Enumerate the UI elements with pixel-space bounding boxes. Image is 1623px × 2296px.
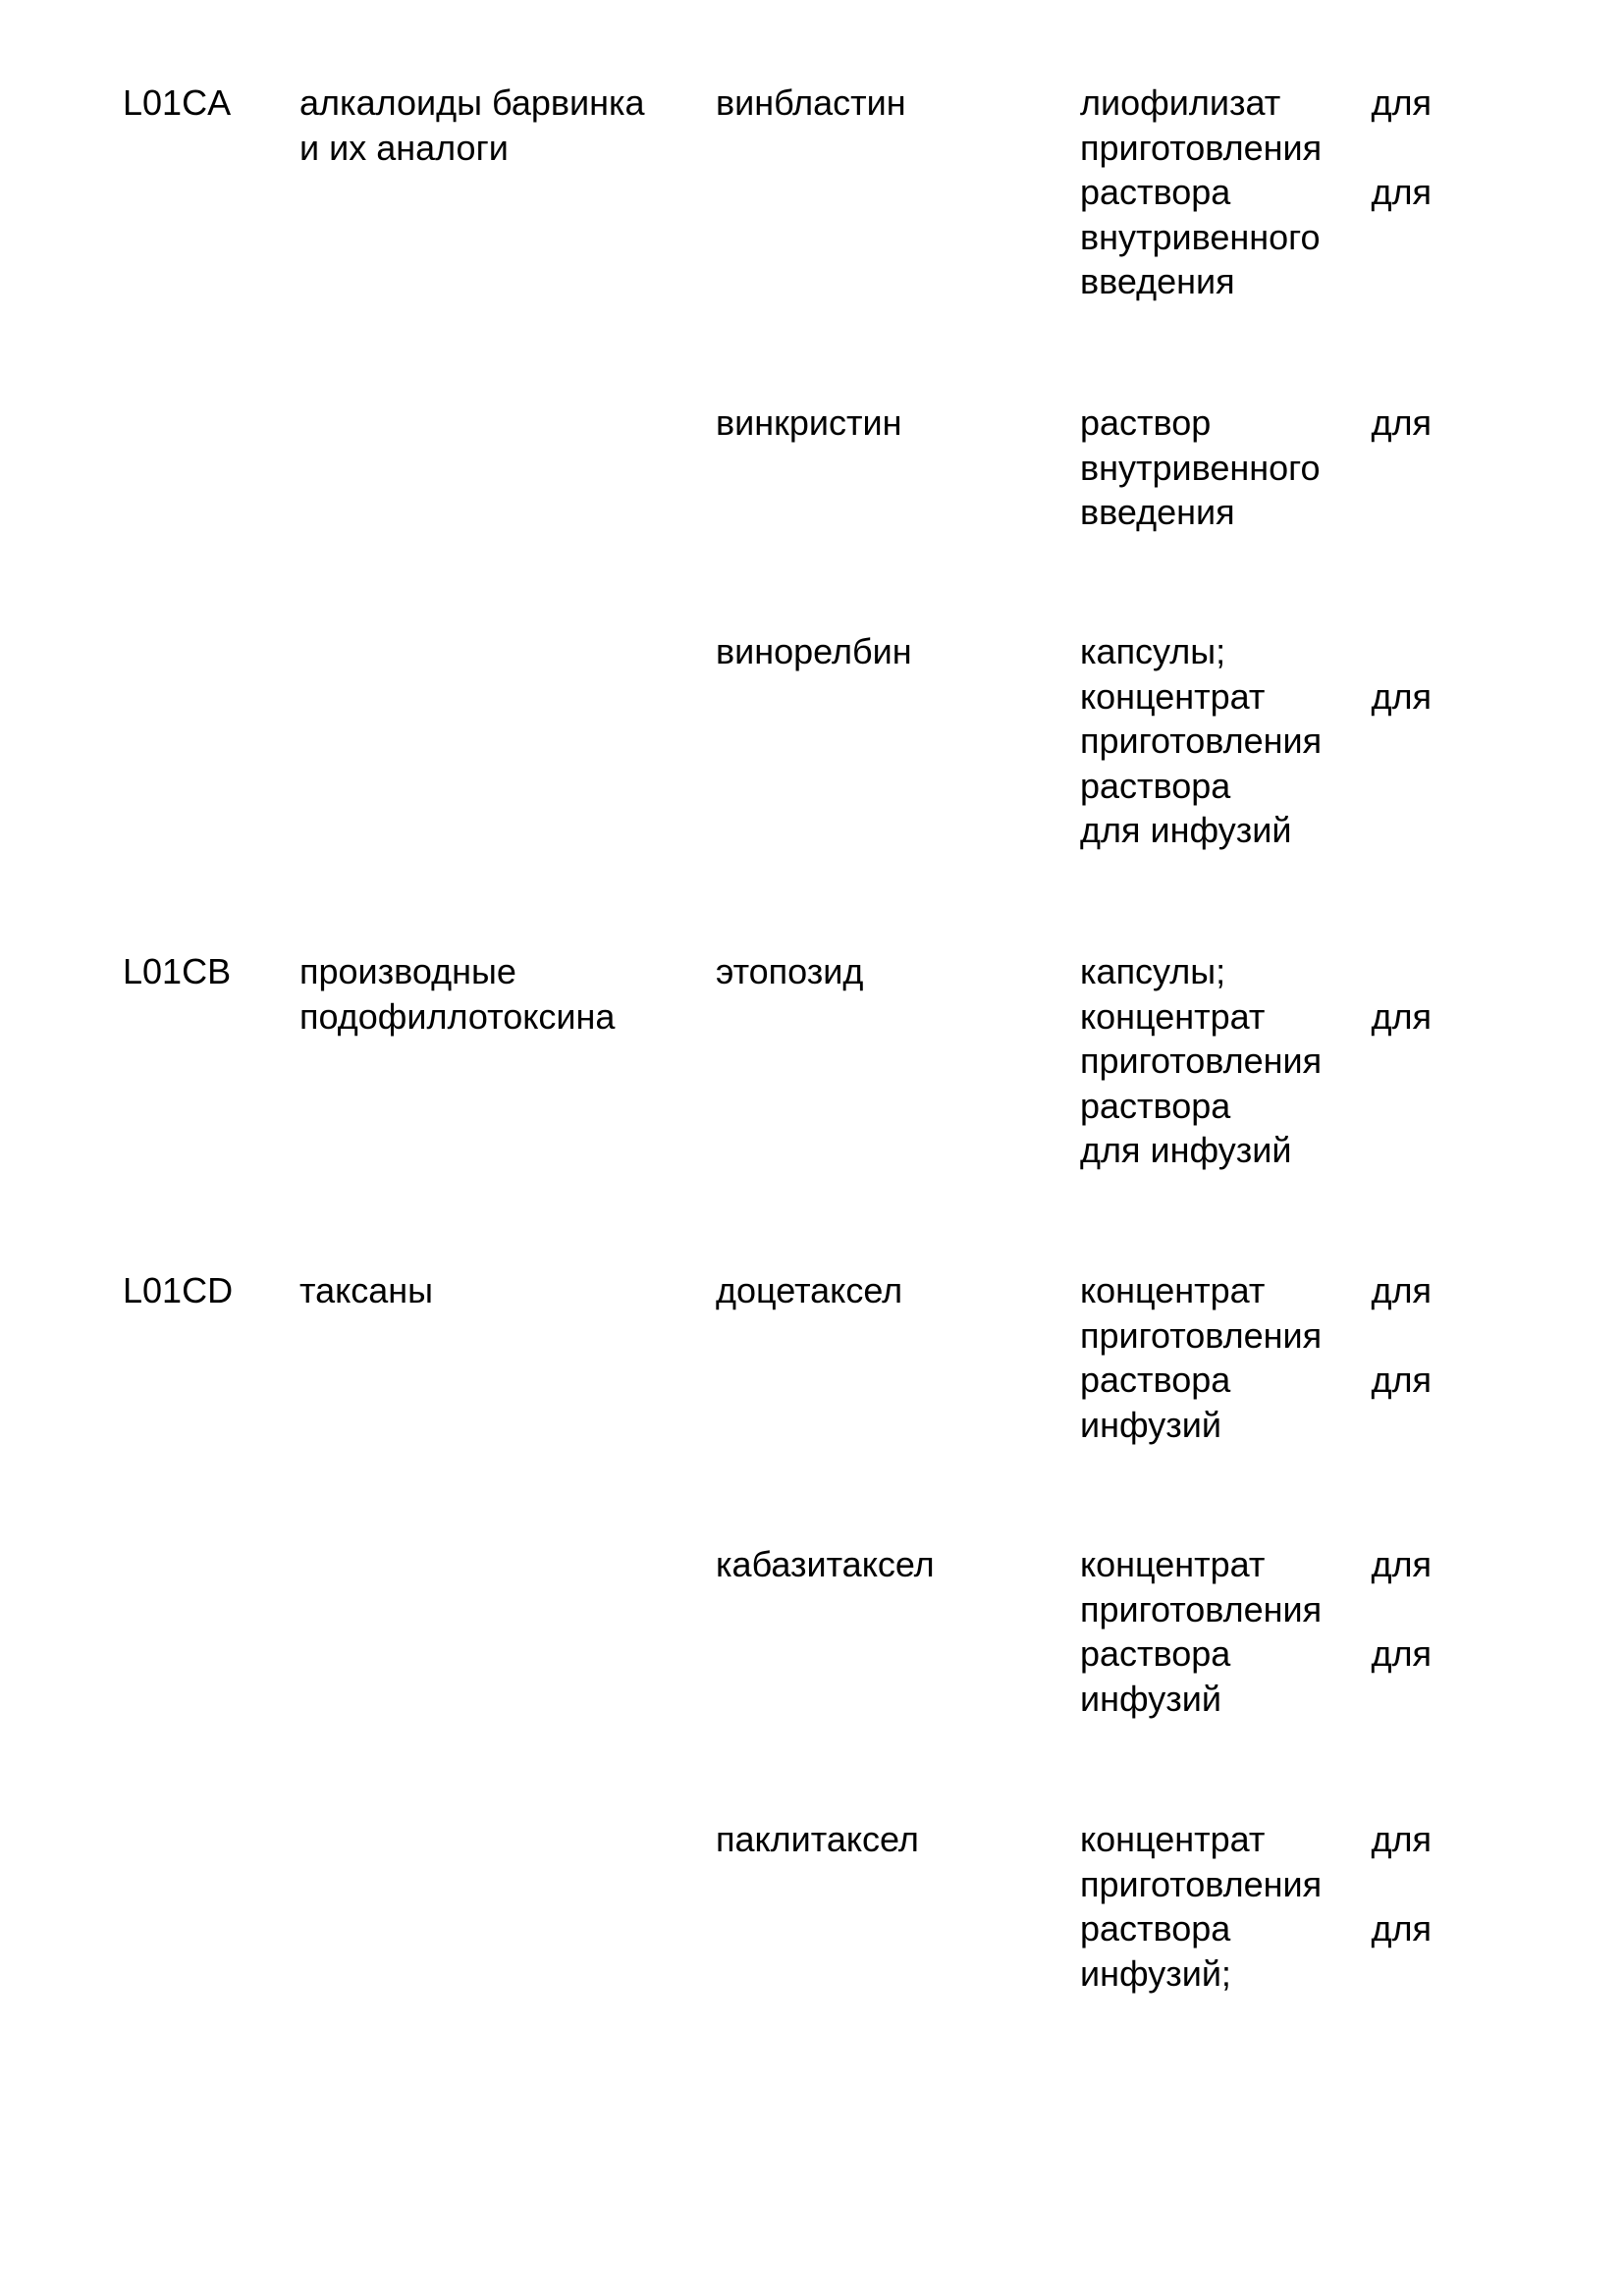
dosage-form-word: для	[1371, 1908, 1432, 1949]
drug-name: винбластин	[716, 82, 906, 123]
dosage-form-line: инфузий	[1080, 1678, 1221, 1719]
dosage-form-word: для	[1371, 1360, 1432, 1400]
drug-name: кабазитаксел	[716, 1544, 935, 1584]
dosage-form-line: концентрат	[1080, 675, 1266, 717]
dosage-form-word: для	[1371, 172, 1432, 212]
dosage-form	[1080, 80, 1432, 304]
dosage-form-line: для инфузий	[1080, 1130, 1292, 1170]
dosage-form-line: внутривенного	[1080, 216, 1321, 257]
atc-group-word: производные	[299, 951, 516, 991]
dosage-form-line: раствора	[1080, 1085, 1231, 1126]
dosage-form-word: для	[1371, 675, 1432, 717]
dosage-form	[1080, 1542, 1432, 1721]
dosage-form-line: приготовления	[1080, 127, 1323, 168]
dosage-form-word: для	[1371, 995, 1432, 1037]
dosage-form-line: приготовления	[1080, 721, 1323, 761]
atc-group-line: подофиллотоксина	[299, 995, 616, 1037]
dosage-form-line: приготовления	[1080, 1863, 1323, 1904]
dosage-form-line: приготовления	[1080, 1588, 1323, 1629]
dosage-form-line: приготовления	[1080, 1314, 1323, 1356]
dosage-form-line: лиофилизат	[1080, 82, 1281, 123]
dosage-form	[1080, 400, 1432, 535]
dosage-form-line: инфузий	[1080, 1404, 1221, 1445]
atc-group-line: и их аналоги	[299, 127, 509, 168]
dosage-form-line: раствора	[1080, 765, 1231, 806]
drug-name: этопозид	[716, 951, 864, 991]
dosage-form-word: для	[1371, 402, 1432, 443]
dosage-form	[1080, 949, 1432, 1173]
dosage-form-word: для	[1371, 1819, 1432, 1859]
dosage-form-line: внутривенного	[1080, 447, 1321, 488]
dosage-form-line: введения	[1080, 492, 1235, 532]
dosage-form-line: концентрат	[1080, 1819, 1266, 1859]
dosage-form-line: раствора	[1080, 1633, 1231, 1674]
drug-name: винорелбин	[716, 631, 912, 671]
dosage-form-word: для	[1371, 82, 1432, 123]
drug-name: паклитаксел	[716, 1819, 919, 1859]
dosage-form	[1080, 1817, 1432, 1996]
dosage-form	[1080, 629, 1432, 853]
dosage-form-line: капсулы;	[1080, 951, 1226, 991]
dosage-form-line: раствор	[1080, 402, 1212, 443]
atc-group-word: таксаны	[299, 1270, 434, 1310]
drug-name: доцетаксел	[716, 1270, 903, 1310]
atc-group-word: алкалоиды	[299, 82, 483, 123]
dosage-form-line: введения	[1080, 261, 1235, 301]
dosage-form-line: раствора	[1080, 172, 1231, 212]
atc-code: L01CB	[123, 951, 232, 991]
atc-group-word: барвинка	[492, 82, 645, 123]
dosage-form-word: для	[1371, 1544, 1432, 1584]
dosage-form-line: инфузий;	[1080, 1952, 1231, 1994]
dosage-form-line: для инфузий	[1080, 810, 1292, 850]
dosage-form-line: раствора	[1080, 1908, 1231, 1949]
dosage-form-line: концентрат	[1080, 1544, 1266, 1584]
dosage-form-line: концентрат	[1080, 995, 1266, 1037]
atc-code: L01CD	[123, 1270, 234, 1310]
dosage-form-line: капсулы;	[1080, 631, 1226, 671]
atc-group	[299, 949, 673, 1039]
dosage-form-word: для	[1371, 1633, 1432, 1674]
dosage-form-line: приготовления	[1080, 1041, 1323, 1081]
dosage-form-line: раствора	[1080, 1360, 1231, 1400]
atc-group	[299, 1268, 673, 1358]
dosage-form-word: для	[1371, 1270, 1432, 1310]
atc-group-line	[299, 1313, 673, 1359]
dosage-form	[1080, 1268, 1432, 1447]
dosage-form-line: концентрат	[1080, 1270, 1266, 1310]
drug-name: винкристин	[716, 402, 902, 443]
atc-group	[299, 80, 673, 170]
atc-code: L01CA	[123, 82, 232, 123]
